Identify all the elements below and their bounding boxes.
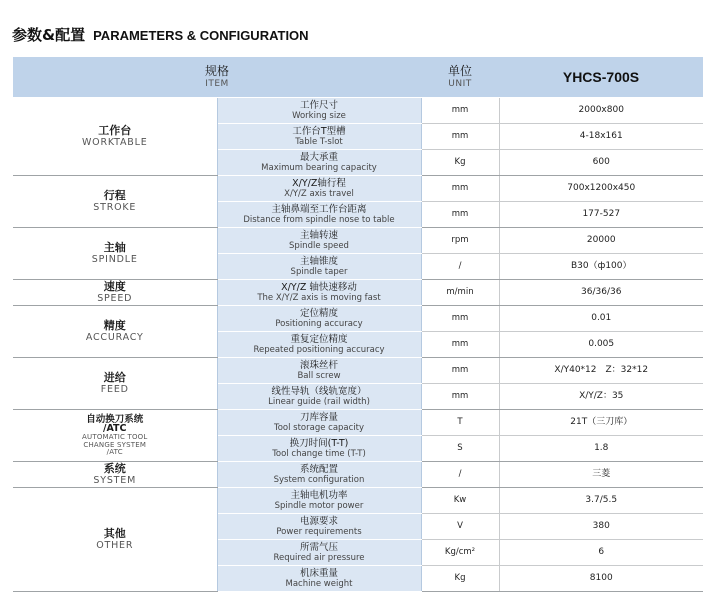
- spec-unit: mm: [421, 358, 499, 384]
- spec-item-en: Working size: [292, 110, 346, 121]
- group-label: [13, 462, 217, 488]
- spec-value: 20000: [499, 228, 703, 254]
- spec-table: [13, 57, 703, 592]
- spec-item-en: Distance from spindle nose to table: [243, 214, 395, 225]
- spec-item: [217, 566, 421, 592]
- group-label: [13, 488, 217, 592]
- spec-item-cn: X/Y/Z轴行程: [292, 177, 346, 189]
- group-label-cn: 速度: [103, 280, 126, 294]
- spec-item: [217, 514, 421, 540]
- group-label-en: FEED: [100, 383, 129, 395]
- header-unit-en: UNIT: [448, 78, 472, 89]
- header-unit: [421, 57, 499, 98]
- group-label-en: WORKTABLE: [81, 136, 148, 148]
- spec-item: [217, 358, 421, 384]
- spec-item: [217, 280, 421, 306]
- spec-item-cn: 重复定位精度: [290, 333, 348, 345]
- spec-unit: V: [421, 514, 499, 540]
- group-label: [13, 280, 217, 306]
- spec-unit: mm: [421, 384, 499, 410]
- table-row: [13, 228, 703, 254]
- table-row: [13, 410, 703, 436]
- group-label-cn: 进给: [103, 371, 126, 385]
- spec-value: 380: [499, 514, 703, 540]
- spec-value: 700x1200x450: [499, 176, 703, 202]
- spec-item-cn: 定位精度: [299, 307, 338, 319]
- title-en: PARAMETERS & CONFIGURATION: [93, 28, 309, 43]
- spec-item-en: Power requirements: [276, 526, 362, 537]
- spec-item-cn: 最大承重: [299, 151, 338, 163]
- table-row: [13, 176, 703, 202]
- spec-item-cn: 换刀时间(T-T): [289, 437, 349, 449]
- group-label-cn: 工作台: [98, 124, 132, 138]
- group-label: [13, 306, 217, 358]
- spec-item-cn: 主轴电机功率: [290, 489, 348, 501]
- spec-item-cn: 主轴转速: [299, 229, 338, 241]
- spec-unit: Kg/cm²: [421, 540, 499, 566]
- spec-unit: Kg: [421, 150, 499, 176]
- group-label: [13, 358, 217, 410]
- group-label-en: SPINDLE: [91, 253, 138, 265]
- spec-item-en: Linear guide (rail width): [268, 396, 370, 407]
- group-label-cn: 主轴: [103, 241, 126, 255]
- table-row: [13, 488, 703, 514]
- group-label-en: AUTOMATIC TOOL CHANGE SYSTEM /ATC: [82, 433, 148, 457]
- table-row: [13, 462, 703, 488]
- spec-item-cn: 机床重量: [299, 567, 338, 579]
- spec-item-cn: X/Y/Z 轴快速移动: [281, 281, 357, 293]
- model-name: YHCS-700S: [562, 68, 640, 85]
- header-item-cn: 规格: [204, 63, 229, 78]
- spec-unit: m/min: [421, 280, 499, 306]
- spec-unit: mm: [421, 332, 499, 358]
- spec-unit: /: [421, 254, 499, 280]
- spec-value: 177-527: [499, 202, 703, 228]
- spec-value: 2000x800: [499, 98, 703, 124]
- group-label-cn: 精度: [103, 319, 126, 333]
- spec-item-cn: 工作台T型槽: [292, 125, 346, 137]
- header-item-en: ITEM: [205, 78, 229, 89]
- spec-item: [217, 254, 421, 280]
- spec-item-cn: 主轴锥度: [299, 255, 338, 267]
- spec-item-en: Repeated positioning accuracy: [253, 344, 385, 355]
- spec-item-en: Positioning accuracy: [275, 318, 363, 329]
- spec-item-cn: 电源要求: [299, 515, 338, 527]
- title-cn: 参数&配置: [12, 26, 86, 44]
- spec-item-cn: 滚珠丝杆: [299, 359, 338, 371]
- spec-item: [217, 540, 421, 566]
- spec-value: 21T（三刀库）: [499, 410, 703, 436]
- spec-item-en: Ball screw: [297, 370, 341, 381]
- spec-item-cn: 线性导轨（线轨宽度）: [271, 385, 367, 397]
- spec-unit: mm: [421, 306, 499, 332]
- group-label: [13, 228, 217, 280]
- group-label-cn: 其他: [103, 527, 126, 541]
- spec-value: 3.7/5.5: [499, 488, 703, 514]
- group-label-en: SPEED: [97, 292, 133, 304]
- spec-item: [217, 436, 421, 462]
- spec-value: B30（ф100）: [499, 254, 703, 280]
- spec-item-en: Machine weight: [285, 578, 353, 589]
- spec-value: 6: [499, 540, 703, 566]
- spec-item-en: Tool change time (T-T): [272, 448, 366, 459]
- spec-item-cn: 刀库容量: [299, 411, 338, 423]
- group-label-en: ACCURACY: [85, 331, 144, 343]
- spec-value: 1.8: [499, 436, 703, 462]
- spec-item: [217, 332, 421, 358]
- spec-item: [217, 176, 421, 202]
- spec-unit: mm: [421, 98, 499, 124]
- spec-item-en: X/Y/Z axis travel: [284, 188, 354, 199]
- spec-item: [217, 202, 421, 228]
- spec-item-cn: 系统配置: [299, 463, 338, 475]
- table-row: [13, 280, 703, 306]
- spec-unit: /: [421, 462, 499, 488]
- spec-item: [217, 384, 421, 410]
- spec-value: 三菱: [499, 462, 703, 488]
- group-label-en: SYSTEM: [93, 474, 137, 486]
- group-label-cn: 行程: [103, 189, 126, 203]
- spec-unit: mm: [421, 124, 499, 150]
- spec-item: [217, 410, 421, 436]
- table-row: [13, 98, 703, 124]
- spec-value: 8100: [499, 566, 703, 592]
- spec-item: [217, 462, 421, 488]
- page-title: [12, 24, 309, 46]
- header-model: [499, 57, 703, 98]
- spec-item: [217, 98, 421, 124]
- spec-value: X/Y40*12 Z：32*12: [499, 358, 703, 384]
- group-label-en: OTHER: [96, 539, 134, 551]
- spec-item-cn: 主轴鼻端至工作台距离: [271, 203, 367, 215]
- group-label: [13, 98, 217, 176]
- spec-item: [217, 306, 421, 332]
- group-label-en: STROKE: [93, 201, 137, 213]
- group-label: [13, 176, 217, 228]
- group-label-cn: 系统: [103, 462, 126, 476]
- spec-item-en: System configuration: [273, 474, 365, 485]
- group-label-cn: 自动换刀系统 /ATC: [86, 413, 144, 435]
- spec-item-cn: 工作尺寸: [299, 99, 338, 111]
- header-item: [13, 57, 421, 98]
- spec-value: 600: [499, 150, 703, 176]
- spec-unit: Kg: [421, 566, 499, 592]
- spec-item-en: Tool storage capacity: [273, 422, 365, 433]
- spec-unit: T: [421, 410, 499, 436]
- header-unit-cn: 单位: [447, 63, 472, 78]
- spec-item-en: Table T-slot: [295, 136, 343, 147]
- spec-unit: S: [421, 436, 499, 462]
- spec-item-en: Maximum bearing capacity: [261, 162, 377, 173]
- table-row: [13, 306, 703, 332]
- table-header-row: [13, 57, 703, 98]
- spec-item: [217, 124, 421, 150]
- spec-item: [217, 488, 421, 514]
- spec-value: 4-18x161: [499, 124, 703, 150]
- spec-item-cn: 所需气压: [299, 541, 338, 553]
- spec-value: 0.005: [499, 332, 703, 358]
- spec-unit: Kw: [421, 488, 499, 514]
- spec-item: [217, 150, 421, 176]
- spec-item-en: Required air pressure: [273, 552, 365, 563]
- spec-value: 0.01: [499, 306, 703, 332]
- spec-item: [217, 228, 421, 254]
- spec-value: X/Y/Z：35: [499, 384, 703, 410]
- spec-item-en: The X/Y/Z axis is moving fast: [257, 292, 381, 303]
- spec-unit: mm: [421, 202, 499, 228]
- spec-value: 36/36/36: [499, 280, 703, 306]
- spec-unit: rpm: [421, 228, 499, 254]
- group-label: [13, 410, 217, 462]
- spec-item-en: Spindle motor power: [274, 500, 364, 511]
- spec-unit: mm: [421, 176, 499, 202]
- spec-item-en: Spindle speed: [289, 240, 349, 251]
- spec-item-en: Spindle taper: [290, 266, 348, 277]
- table-row: [13, 358, 703, 384]
